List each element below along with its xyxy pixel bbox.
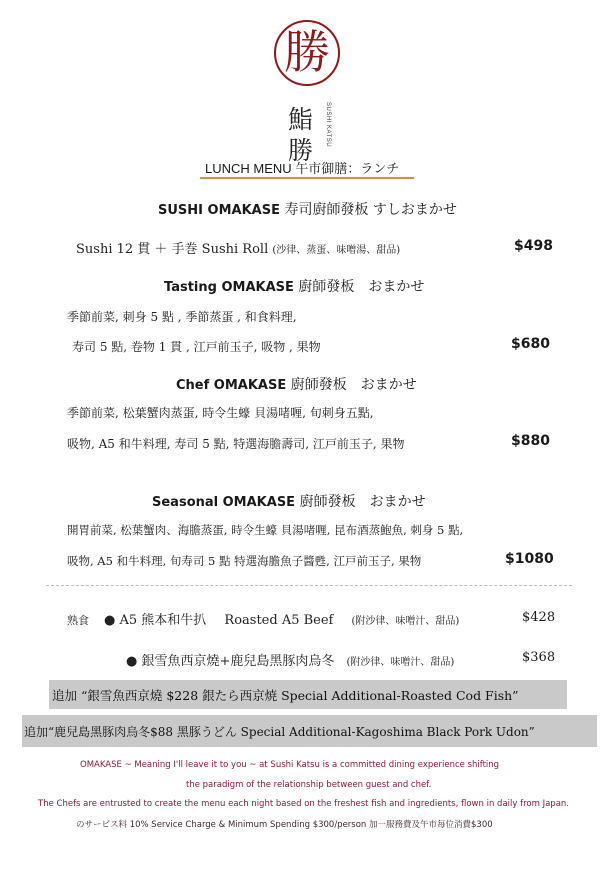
course-title-jp: 廚師發板 おまかせ (298, 279, 425, 295)
hot-dish-item (126, 650, 454, 669)
course-line-text: Sushi 12 貫 ＋ 手巻 Sushi Roll (76, 242, 269, 257)
addition-box-udon (22, 715, 597, 747)
course-line: 吸物, A5 和牛料理, 寿司 5 點, 特選海膽壽司, 江戸前玉子, 果物 (67, 437, 405, 451)
course-title-chef-omakase (176, 374, 417, 394)
addition-text: 追加 “銀雪魚西京燒 $228 銀たら西京焼 Special Additional-Roasted Cod Fish” (52, 688, 519, 703)
title-underline (200, 177, 414, 179)
hot-dish-price: $428 (522, 610, 556, 625)
hot-dish-item (104, 609, 459, 628)
hot-dish-name: 銀雪魚西京燒+鹿兒島黑豚肉烏冬 (141, 654, 335, 669)
bullet-icon: ● (104, 613, 116, 628)
footer-line-1: OMAKASE ~ Meaning I'll leave it to you ~ at Sushi Katsu is a committed dining experience shifting (80, 760, 500, 770)
menu-title: LUNCH MENU 午市御膳：ランチ (205, 161, 400, 176)
course-price: $498 (514, 238, 553, 254)
course-price: $880 (511, 433, 550, 449)
hot-dish-name-en: Roasted A5 Beef (224, 613, 334, 628)
course-line: 寿司 5 點, 卷物 1 貫 , 江戸前玉子, 吸物 , 果物 (72, 340, 321, 354)
course-price: $680 (511, 336, 550, 352)
logo-vertical-char-2: 勝 (288, 136, 314, 165)
course-title-en: Tasting OMAKASE (164, 280, 294, 295)
course-line: 季節前菜, 松葉蟹肉蒸蛋, 時令生蠔 貝湯啫喱, 旬刺身五點, (67, 406, 374, 420)
section-divider (46, 585, 572, 586)
logo-glyph: 勝 (284, 25, 330, 79)
hot-dish-note: (附沙律、味噌汁、甜品) (351, 616, 460, 627)
course-note: (沙律、蒸蛋、味噌湯、甜品) (272, 245, 401, 256)
logo-vertical-char-1: 鮨 (288, 105, 314, 134)
course-line: 開胃前菜, 松葉蟹肉、海膽蒸蛋, 時令生蠔 貝湯啫喱, 昆布酒蒸鮑魚, 刺身 5 點, (67, 523, 464, 537)
course-title-tasting-omakase (164, 276, 424, 296)
hot-dish-price: $368 (522, 650, 556, 665)
bullet-icon: ● (126, 654, 138, 669)
footer-line-4: のサービス料 10% Service Charge & Minimum Spending $300/person 加一服務費及午市每位消費$300 (76, 820, 493, 830)
brand-logo (268, 18, 344, 165)
course-line: 季節前菜, 刺身 5 點 , 季節蒸蛋 , 和食料理, (67, 310, 297, 324)
course-title-en: SUSHI OMAKASE (158, 203, 280, 218)
course-title-sushi-omakase (158, 199, 457, 219)
logo-side-text: SUSHI KATSU (325, 102, 331, 148)
course-title-jp: 寿司廚師發板 すしおまかせ (284, 202, 457, 218)
hot-dish-name: A5 熊本和牛扒 (119, 613, 207, 628)
course-line (76, 238, 400, 257)
addition-text: 追加“鹿兒島黑豚肉烏冬$88 黑豚うどん Special Additional-Kagoshima Black Pork Udon” (24, 725, 535, 739)
course-price: $1080 (505, 551, 554, 567)
hot-dish-note: (附沙律、味噌汁、甜品) (346, 657, 455, 668)
course-title-seasonal-omakase (152, 491, 426, 511)
course-title-jp: 廚師發板 おまかせ (290, 377, 417, 393)
hot-dishes-label: 熟食 (67, 614, 89, 627)
footer-line-2: the paradigm of the relationship between guest and chef. (186, 780, 432, 790)
course-title-en: Seasonal OMAKASE (152, 495, 296, 510)
course-title-en: Chef OMAKASE (176, 378, 287, 393)
addition-box-cod (49, 680, 567, 709)
course-line: 吸物, A5 和牛料理, 旬寿司 5 點 特選海膽魚子醬甦, 江戸前玉子, 果物 (67, 554, 422, 568)
footer-line-3: The Chefs are entrusted to create the menu each night based on the freshest fish and ingredients, flown in daily from Japan. (38, 799, 569, 809)
course-title-jp: 廚師發板 おまかせ (299, 494, 426, 510)
